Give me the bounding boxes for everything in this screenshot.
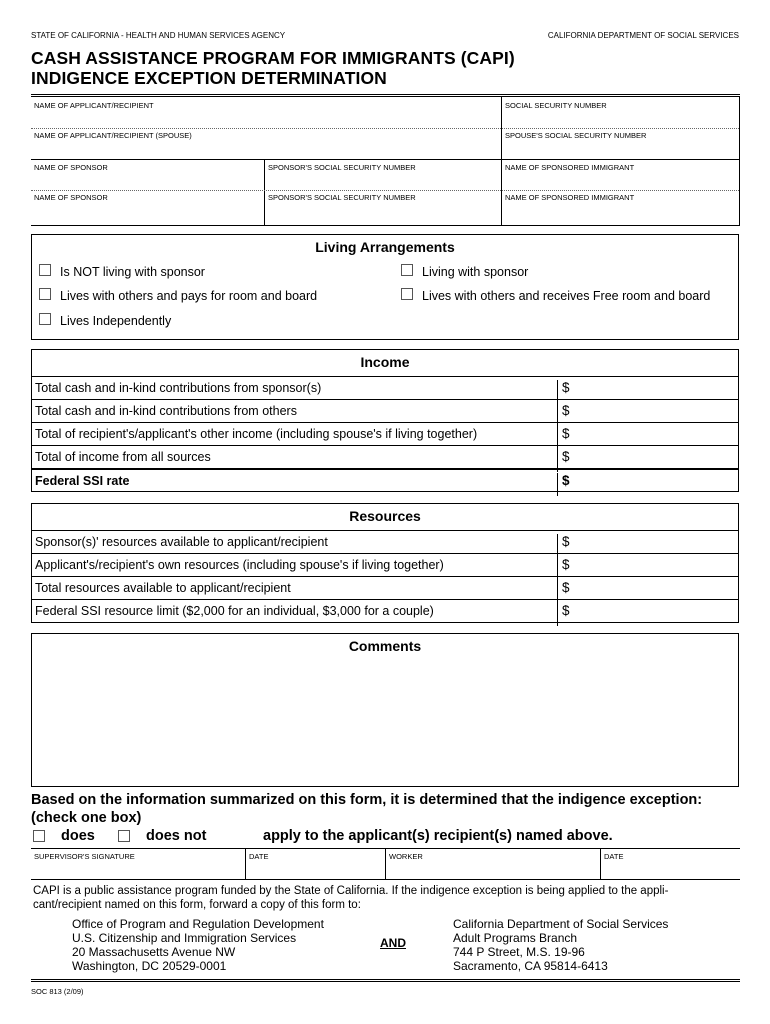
resources-heading: Resources [349,508,421,524]
living-heading: Living Arrangements [315,239,455,255]
resources-amount-field[interactable]: $ [557,557,739,580]
sponsor1-immigrant-label: NAME OF SPONSORED IMMIGRANT [505,163,635,172]
divider [31,979,740,982]
capi-note-line1: CAPI is a public assistance program funded by the State of California. If the indigence exception is being applied to the appli- [33,885,669,897]
resources-row [32,530,738,554]
income-amount-field[interactable]: $ [557,449,739,472]
resources-section [31,503,739,623]
resources-amount-field[interactable]: $ [557,534,739,557]
ssn-label: SOCIAL SECURITY NUMBER [505,101,607,110]
income-row-label: Total of income from all sources [35,450,211,464]
option-does-not: does not [146,828,207,844]
determination-line2: (check one box) [31,810,142,826]
sponsor2-ssn-label: SPONSOR'S SOCIAL SECURITY NUMBER [268,193,416,202]
date-label: DATE [604,852,624,861]
address-line: Sacramento, CA 95814-6413 [453,959,608,973]
checkbox-pays-room-board[interactable] [39,288,51,300]
capi-note [33,884,739,912]
option-living-with-sponsor: Living with sponsor [422,265,529,279]
income-row [32,399,738,423]
address-state [453,917,668,973]
address-line: Washington, DC 20529-0001 [72,959,227,973]
income-row [32,376,738,400]
and-connector: AND [380,936,406,950]
income-amount-field[interactable]: $ [557,403,739,426]
option-not-living-with-sponsor: Is NOT living with sponsor [60,265,205,279]
supervisor-signature-label: SUPERVISOR'S SIGNATURE [34,852,135,861]
income-amount-field[interactable]: $ [557,473,739,496]
resources-row-label: Federal SSI resource limit ($2,000 for an individual, $3,000 for a couple) [35,604,434,618]
resources-row [32,576,738,600]
agency-right: CALIFORNIA DEPARTMENT OF SOCIAL SERVICES [547,31,739,40]
income-row [32,422,738,446]
sponsor1-name-label: NAME OF SPONSOR [34,163,108,172]
income-row-label: Federal SSI rate [35,474,130,488]
comments-heading: Comments [348,638,422,654]
comments-section[interactable] [31,633,739,787]
income-heading: Income [360,354,410,370]
apply-statement: apply to the applicant(s) recipient(s) named above. [263,828,613,844]
resources-amount-field[interactable]: $ [557,603,739,626]
sponsor2-name-label: NAME OF SPONSOR [34,193,108,202]
income-amount-field[interactable]: $ [557,426,739,449]
income-row-label: Total cash and in-kind contributions from sponsor(s) [35,381,322,395]
income-row-label: Total of recipient's/applicant's other income (including spouse's if living together) [35,427,478,441]
option-lives-independently: Lives Independently [60,314,172,328]
checkbox-lives-independently[interactable] [39,313,51,325]
income-row-label: Total cash and in-kind contributions from others [35,404,297,418]
resources-row [32,553,738,577]
spouse-ssn-label: SPOUSE'S SOCIAL SECURITY NUMBER [505,131,647,140]
address-line: California Department of Social Services [453,917,669,931]
resources-amount-field[interactable]: $ [557,580,739,603]
income-amount-field[interactable]: $ [557,380,739,403]
form-id: SOC 813 (2/09) [31,987,84,996]
sponsor1-ssn-label: SPONSOR'S SOCIAL SECURITY NUMBER [268,163,416,172]
identification-section [31,97,740,226]
capi-note-line2: cant/recipient named on this form, forward a copy of this form to: [33,899,361,911]
income-row [32,445,738,469]
address-line: 20 Massachusetts Avenue NW [72,945,236,959]
option-does: does [61,828,95,844]
worker-label: WORKER [389,852,423,861]
checkbox-does-not[interactable] [118,830,130,842]
option-pays-room-board: Lives with others and pays for room and board [60,289,318,303]
signature-row [31,848,740,880]
address-line: Office of Program and Regulation Development [72,917,324,931]
income-row-ssi-rate [32,468,738,493]
resources-row-label: Sponsor(s)' resources available to applicant/recipient [35,535,328,549]
checkbox-not-living-with-sponsor[interactable] [39,264,51,276]
address-federal [72,917,324,973]
address-line: Adult Programs Branch [453,931,578,945]
income-section [31,349,739,492]
checkbox-does[interactable] [33,830,45,842]
address-line: 744 P Street, M.S. 19-96 [453,945,585,959]
resources-row-label: Total resources available to applicant/recipient [35,581,291,595]
option-free-room-board: Lives with others and receives Free room and board [422,289,711,303]
sponsor2-immigrant-label: NAME OF SPONSORED IMMIGRANT [505,193,635,202]
determination-statement [31,791,702,827]
checkbox-living-with-sponsor[interactable] [401,264,413,276]
address-line: U.S. Citizenship and Immigration Services [72,931,297,945]
resources-row [32,599,738,623]
date-label: DATE [249,852,269,861]
spouse-name-label: NAME OF APPLICANT/RECIPIENT (SPOUSE) [34,131,192,140]
applicant-name-label: NAME OF APPLICANT/RECIPIENT [34,101,154,110]
resources-row-label: Applicant's/recipient's own resources (including spouse's if living together) [35,558,444,572]
agency-left: STATE OF CALIFORNIA - HEALTH AND HUMAN SERVICES AGENCY [31,31,286,40]
form-title-line2: INDIGENCE EXCEPTION DETERMINATION [31,68,387,88]
form-title-line1: CASH ASSISTANCE PROGRAM FOR IMMIGRANTS (CAPI) [31,48,515,68]
living-arrangements-section [31,234,739,340]
determination-line1: Based on the information summarized on this form, it is determined that the indigence exception: [31,792,703,808]
checkbox-free-room-board[interactable] [401,288,413,300]
